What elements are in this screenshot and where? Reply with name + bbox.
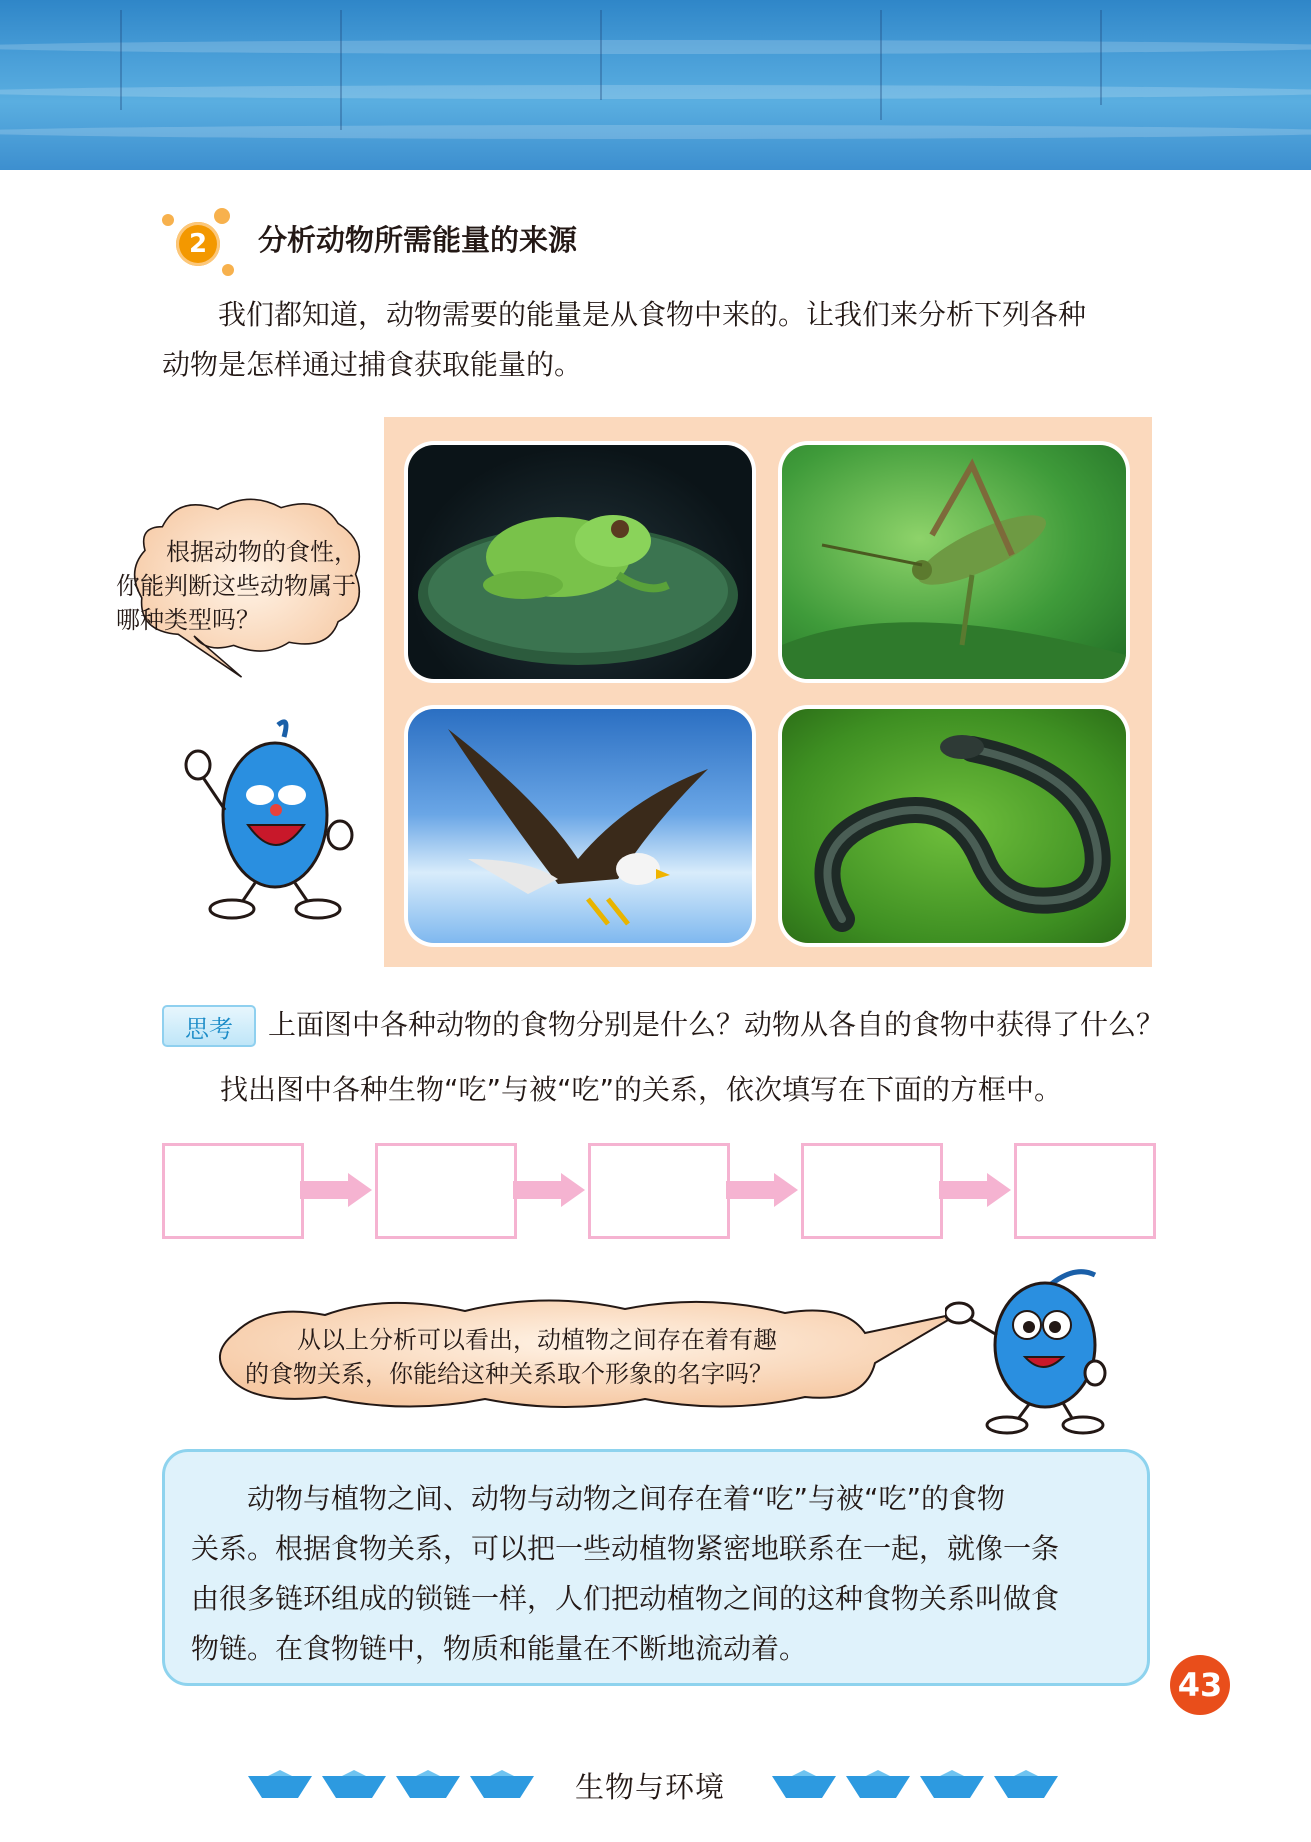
- intro-paragraph: [162, 290, 1162, 390]
- footer-title: 生物与环境: [575, 1770, 726, 1804]
- paper-boat-icon: [248, 1770, 312, 1800]
- paper-boat-icon: [920, 1770, 984, 1800]
- speech-bubble-left: [100, 495, 395, 685]
- mascot-pointing-up: [180, 715, 355, 920]
- summary-line: 物链。在食物链中，物质和能量在不断地流动着。: [191, 1632, 808, 1665]
- animal-photo-panel: [384, 417, 1152, 967]
- water-ripple: [0, 40, 1311, 54]
- food-chain-box-4[interactable]: [801, 1143, 943, 1239]
- arrow-right-icon: [939, 1173, 1011, 1207]
- think-badge: 思考: [162, 1005, 256, 1047]
- bubble-line: 根据动物的食性，: [166, 538, 358, 566]
- eagle-photo: [408, 709, 752, 943]
- arrow-right-icon: [726, 1173, 798, 1207]
- header-water-banner: [0, 0, 1311, 170]
- tree-reflection: [1100, 10, 1102, 105]
- water-ripple: [0, 85, 1311, 99]
- paper-boat-icon: [772, 1770, 836, 1800]
- decor-dot: [214, 208, 230, 224]
- paper-boat-icon: [396, 1770, 460, 1800]
- bubble-line: 的食物关系，你能给这种关系取个形象的名字吗？: [245, 1360, 773, 1388]
- summary-line: 动物与植物之间、动物与动物之间存在着“吃”与被“吃”的食物: [247, 1482, 1006, 1515]
- paper-boat-icon: [994, 1770, 1058, 1800]
- tree-reflection: [340, 10, 342, 130]
- intro-line: 我们都知道，动物需要的能量是从食物中来的。让我们来分析下列各种: [218, 298, 1087, 331]
- tree-reflection: [600, 10, 602, 100]
- food-chain-box-5[interactable]: [1014, 1143, 1156, 1239]
- section-number: 2: [176, 222, 220, 266]
- paper-boat-icon: [322, 1770, 386, 1800]
- paper-boat-icon: [470, 1770, 534, 1800]
- grasshopper-photo: [782, 445, 1126, 679]
- snake-photo: [782, 709, 1126, 943]
- mascot-pointing-left: [945, 1265, 1115, 1435]
- summary-line: 关系。根据食物关系，可以把一些动植物紧密地联系在一起，就像一条: [191, 1532, 1060, 1565]
- think-question: 上面图中各种动物的食物分别是什么？动物从各自的食物中获得了什么？: [268, 1008, 1165, 1041]
- page-number: 43: [1170, 1655, 1230, 1715]
- section-title: 分析动物所需能量的来源: [258, 223, 578, 257]
- instruction-text: 找出图中各种生物“吃”与被“吃”的关系，依次填写在下面的方框中。: [220, 1073, 1063, 1106]
- decor-dot: [162, 214, 174, 226]
- arrow-right-icon: [513, 1173, 585, 1207]
- tree-reflection: [120, 10, 122, 110]
- section-number-badge: [162, 208, 234, 280]
- bubble-line: 哪种类型吗？: [116, 606, 260, 634]
- paper-boat-icon: [846, 1770, 910, 1800]
- summary-line: 由很多链环组成的锁链一样，人们把动植物之间的这种食物关系叫做食: [191, 1582, 1060, 1615]
- intro-line: 动物是怎样通过捕食获取能量的。: [162, 348, 583, 381]
- arrow-right-icon: [300, 1173, 372, 1207]
- food-chain-box-2[interactable]: [375, 1143, 517, 1239]
- food-chain-box-1[interactable]: [162, 1143, 304, 1239]
- water-ripple: [0, 125, 1311, 139]
- food-chain-box-3[interactable]: [588, 1143, 730, 1239]
- bubble-right-text: [245, 1323, 945, 1391]
- summary-box: [162, 1449, 1150, 1686]
- tree-reflection: [880, 10, 882, 120]
- bubble-line: 你能判断这些动物属于: [116, 572, 356, 600]
- bubble-left-text: [116, 535, 396, 637]
- decor-dot: [222, 264, 234, 276]
- speech-bubble-right: [205, 1293, 965, 1413]
- frog-photo: [408, 445, 752, 679]
- bubble-line: 从以上分析可以看出，动植物之间存在着有趣: [297, 1326, 777, 1354]
